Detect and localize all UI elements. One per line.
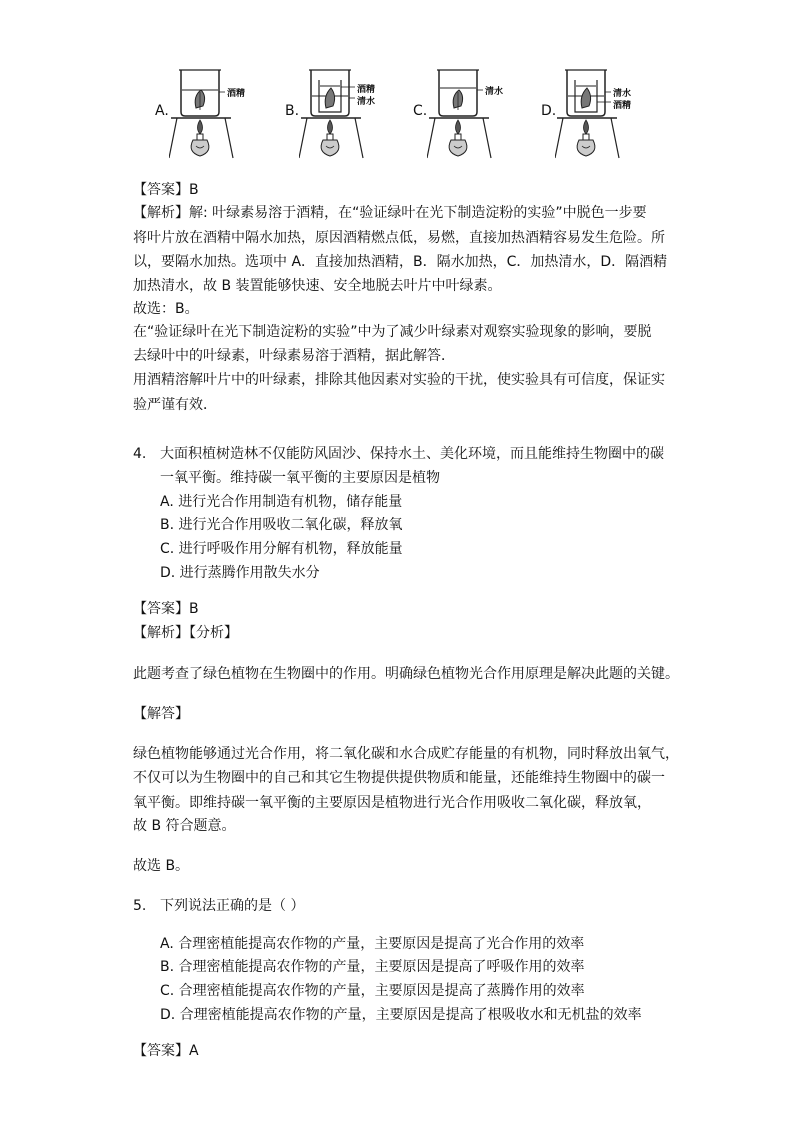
q4-option-c: C. 进行呼吸作用分解有机物，释放能量 xyxy=(160,541,403,557)
q4-solution-header: 【解答】 xyxy=(133,706,189,722)
liquid-label: 清水 xyxy=(357,97,376,107)
q3-conclusion: 故选：B。 xyxy=(133,301,199,317)
q4-solution-line: 绿色植物能够通过光合作用，将二氧化碳和水合成贮存能量的有机物，同时释放出氧气， xyxy=(133,746,679,762)
q5-number: 5. xyxy=(133,898,147,914)
figure-d xyxy=(541,66,651,162)
q3-analysis-line: 用酒精溶解叶片中的叶绿素，排除其他因素对实验的干扰，使实验具有可信度，保证实 xyxy=(133,372,665,388)
liquid-label: 清水 xyxy=(613,89,632,99)
beaker-alcohol-lamp-icon xyxy=(299,66,369,160)
liquid-label: 酒精 xyxy=(227,89,246,99)
figure-letter: B. xyxy=(285,103,300,119)
q5-option-b: B. 合理密植能提高农作物的产量，主要原因是提高了呼吸作用的效率 xyxy=(160,959,585,975)
q4-answer: 【答案】B xyxy=(133,601,199,617)
liquid-label: 酒精 xyxy=(613,101,632,111)
q3-answer: 【答案】B xyxy=(133,182,199,198)
q3-analysis-line: 加热清水，故 B 装置能够快速、安全地脱去叶片中叶绿素。 xyxy=(133,278,502,294)
q5-option-c: C. 合理密植能提高农作物的产量，主要原因是提高了蒸腾作用的效率 xyxy=(160,983,585,999)
q4-option-d: D. 进行蒸腾作用散失水分 xyxy=(160,565,320,581)
q5-option-d: D. 合理密植能提高农作物的产量，主要原因是提高了根吸收水和无机盐的效率 xyxy=(160,1007,642,1023)
figure-c xyxy=(413,66,523,162)
figure-letter: C. xyxy=(413,103,428,119)
figure-letter: A. xyxy=(155,103,169,119)
q4-stem-line: 一氧平衡。维持碳一氧平衡的主要原因是植物 xyxy=(160,470,440,486)
beaker-alcohol-lamp-icon xyxy=(169,66,239,160)
q4-analysis-text: 此题考查了绿色植物在生物圈中的作用。明确绿色植物光合作用原理是解决此题的关键。 xyxy=(133,666,679,682)
q4-analysis-header: 【解析】【分析】 xyxy=(133,625,238,641)
q5-stem: 下列说法正确的是（ ） xyxy=(160,898,305,914)
q4-option-a: A. 进行光合作用制造有机物，储存能量 xyxy=(160,494,403,510)
q4-stem-line: 大面积植树造林不仅能防风固沙、保持水土、美化环境，而且能维持生物圈中的碳 xyxy=(160,446,664,462)
q3-analysis-line: 【解析】解: 叶绿素易溶于酒精，在“验证绿叶在光下制造淀粉的实验”中脱色一步要 xyxy=(133,205,647,221)
liquid-label: 清水 xyxy=(485,87,504,97)
figure-b xyxy=(285,66,395,162)
q5-answer: 【答案】A xyxy=(133,1043,199,1059)
q4-number: 4. xyxy=(133,446,147,462)
q4-solution-line: 氧平衡。即维持碳一氧平衡的主要原因是植物进行光合作用吸收二氧化碳，释放氧， xyxy=(133,795,651,811)
beaker-alcohol-lamp-icon xyxy=(555,66,625,160)
figure-letter: D. xyxy=(541,103,557,119)
q4-solution-line: 故 B 符合题意。 xyxy=(133,818,236,834)
beaker-alcohol-lamp-icon xyxy=(427,66,497,160)
q3-analysis-line: 将叶片放在酒精中隔水加热，原因酒精燃点低，易燃，直接加热酒精容易发生危险。所 xyxy=(133,230,665,246)
liquid-label: 酒精 xyxy=(357,85,376,95)
q3-analysis-line: 在“验证绿叶在光下制造淀粉的实验”中为了减少叶绿素对观察实验现象的影响，要脱 xyxy=(133,324,652,340)
q3-analysis-line: 去绿叶中的叶绿素，叶绿素易溶于酒精，据此解答． xyxy=(133,348,455,364)
q3-analysis-line: 以，要隔水加热。选项中 A．直接加热酒精，B．隔水加热，C．加热清水，D．隔酒精 xyxy=(133,254,668,270)
figure-a xyxy=(155,66,265,162)
q4-solution-line: 不仅可以为生物圈中的自己和其它生物提供提供物质和能量，还能维持生物圈中的碳一 xyxy=(133,770,665,786)
q4-option-b: B. 进行光合作用吸收二氧化碳，释放氧 xyxy=(160,517,403,533)
q3-analysis-line: 验严谨有效． xyxy=(133,397,217,413)
q4-conclusion: 故选 B。 xyxy=(133,858,190,874)
apparatus-figures xyxy=(155,66,655,162)
q5-option-a: A. 合理密植能提高农作物的产量，主要原因是提高了光合作用的效率 xyxy=(160,936,585,952)
